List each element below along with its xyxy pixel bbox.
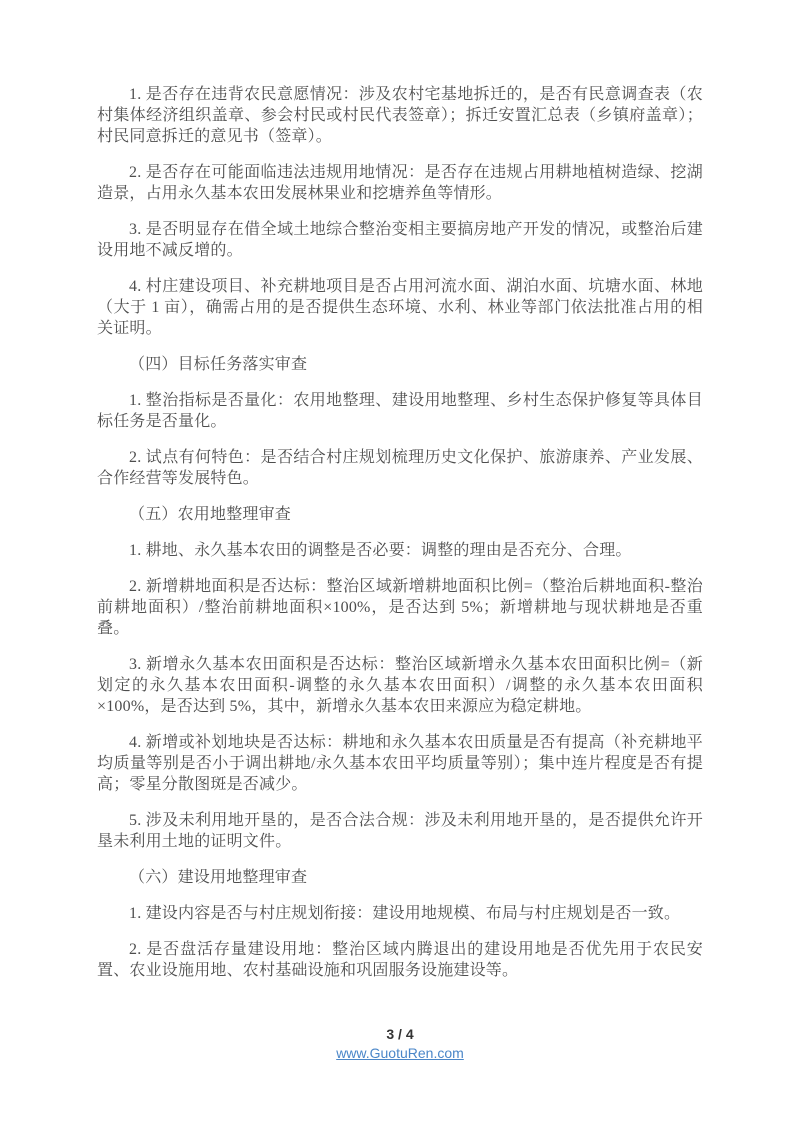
paragraph: 2. 是否盘活存量建设用地：整治区域内腾退出的建设用地是否优先用于农民安置、农业设施用地、农村基础设施和巩固服务设施建设等。	[97, 941, 703, 979]
page-footer	[0, 1026, 800, 1063]
paragraph: 2. 是否存在可能面临违法违规用地情况：是否存在违规占用耕地植树造绿、挖湖造景，占用永久基本农田发展林果业和挖塘养鱼等情形。	[97, 164, 703, 202]
footer-link[interactable]: www.GuotuRen.com	[336, 1045, 464, 1061]
paragraph: 1. 是否存在违背农民意愿情况：涉及农村宅基地拆迁的，是否有民意调查表（农村集体经济组织盖章、参会村民或村民代表签章）；拆迁安置汇总表（乡镇府盖章）；村民同意拆迁的意见书（签章）。	[97, 86, 703, 145]
paragraph: 1. 耕地、永久基本农田的调整是否必要：调整的理由是否充分、合理。	[129, 542, 632, 559]
page-indicator: 3 / 4	[386, 1026, 414, 1042]
paragraph: 5. 涉及未利用地开垦的，是否合法合规：涉及未利用地开垦的，是否提供允许开垦未利用土地的证明文件。	[97, 812, 703, 850]
paragraph: 2. 试点有何特色：是否结合村庄规划梳理历史文化保护、旅游康养、产业发展、合作经营等发展特色。	[97, 449, 703, 487]
paragraph: 3. 新增永久基本农田面积是否达标：整治区域新增永久基本农田面积比例=（新划定的永久基本农田面积-调整的永久基本农田面积）/调整的永久基本农田面积×100%，是否达到 5%，其中，新增永久基本农田来源应为稳定耕地。	[97, 656, 703, 715]
paragraph: 2. 新增耕地面积是否达标：整治区域新增耕地面积比例=（整治后耕地面积-整治前耕地面积）/整治前耕地面积×100%，是否达到 5%；新增耕地与现状耕地是否重叠。	[97, 578, 703, 637]
paragraph: 4. 村庄建设项目、补充耕地项目是否占用河流水面、湖泊水面、坑塘水面、林地（大于 1 亩），确需占用的是否提供生态环境、水利、林业等部门依法批准占用的相关证明。	[97, 278, 703, 337]
section-heading: （五）农用地整理审查	[129, 506, 292, 523]
paragraph: 4. 新增或补划地块是否达标：耕地和永久基本农田质量是否有提高（补充耕地平均质量等别是否小于调出耕地/永久基本农田平均质量等别）；集中连片程度是否有提高；零星分散图斑是否减少。	[97, 734, 703, 793]
section-heading: （四）目标任务落实审查	[129, 356, 308, 373]
paragraph: 3. 是否明显存在借全域土地综合整治变相主要搞房地产开发的情况，或整治后建设用地不减反增的。	[97, 221, 703, 259]
document-body	[97, 84, 703, 996]
section-heading: （六）建设用地整理审查	[129, 869, 308, 886]
paragraph: 1. 建设内容是否与村庄规划衔接：建设用地规模、布局与村庄规划是否一致。	[129, 905, 681, 922]
paragraph: 1. 整治指标是否量化：农用地整理、建设用地整理、乡村生态保护修复等具体目标任务是否量化。	[97, 392, 703, 430]
